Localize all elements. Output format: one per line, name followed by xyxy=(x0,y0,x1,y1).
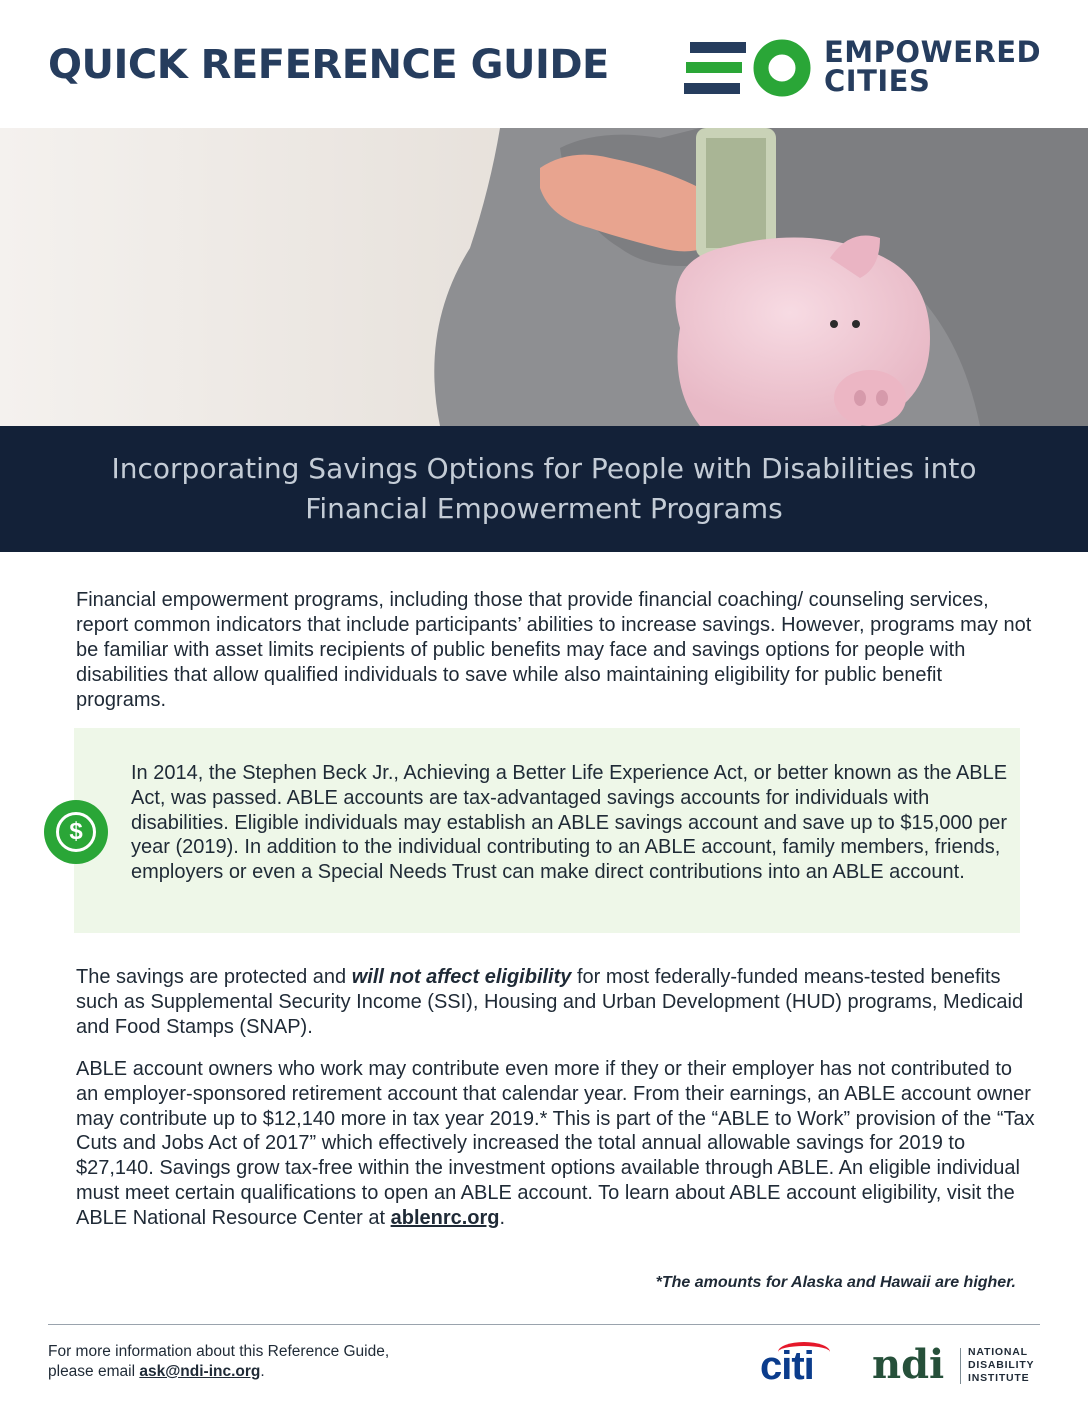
citi-wordmark: citi xyxy=(760,1344,814,1388)
contact-email-link[interactable]: ask@ndi-inc.org xyxy=(139,1363,261,1380)
ndi-name-line2: DISABILITY xyxy=(968,1359,1035,1371)
ndi-logo-separator xyxy=(960,1348,961,1384)
ndi-full-name xyxy=(968,1346,1034,1385)
ndi-name-line1: NATIONAL xyxy=(968,1346,1028,1358)
ndi-logo xyxy=(872,1341,1042,1390)
footnote: *The amounts for Alaska and Hawaii are higher. xyxy=(655,1274,1016,1291)
eligibility-paragraph xyxy=(76,965,1036,1039)
contact-line2-suffix: . xyxy=(260,1363,265,1380)
logo-text-line1: EMPOWERED xyxy=(824,35,1042,69)
title-banner xyxy=(0,426,1088,552)
able-to-work-paragraph xyxy=(76,1057,1036,1231)
logo-text-line2: CITIES xyxy=(824,64,931,98)
page-title: QUICK REFERENCE GUIDE xyxy=(48,42,609,88)
footer-divider xyxy=(48,1324,1040,1325)
able-to-work-text-end: . xyxy=(499,1206,506,1229)
empowered-cities-logo xyxy=(684,36,1044,106)
able-act-callout xyxy=(69,728,1020,933)
contact-line2-prefix: please email xyxy=(48,1363,140,1380)
dollar-coin-icon: $ xyxy=(44,800,108,864)
eligibility-text-end: for most federally-funded means-tested benefits such as Supplemental Security Income (SSI), Housing and Urban Development (HUD) programs, Medicaid and Food Stamps (SNAP). xyxy=(76,966,1024,1038)
ndi-name-line3: INSTITUTE xyxy=(968,1372,1030,1384)
hero-image xyxy=(0,128,1088,426)
banner-title-line1: Incorporating Savings Options for People with Disabilities into xyxy=(111,452,977,485)
citi-logo xyxy=(760,1340,840,1390)
able-to-work-text: ABLE account owners who work may contribute even more if they or their employer has not contributed to an employer-sponsored retirement account that calendar year. From their earnings, an ABLE account owner may contribute up to $12,140 more in tax year 2019.* This is part of the “ABLE to Work” provision of the “Tax Cuts and Jobs Act of 2017” which effectively increased the total annual allowable savings for 2019 to $27,140. Savings grow tax-free within the investment options available through ABLE. An eligible individual must meet certain qualifications to open an ABLE account. To learn about ABLE account eligibility, visit the ABLE National Resource Center at xyxy=(76,1058,1035,1229)
ndi-wordmark: ndi xyxy=(872,1341,945,1388)
banner-title-line2: Financial Empowerment Programs xyxy=(305,492,783,525)
contact-line1: For more information about this Reference Guide, xyxy=(48,1343,390,1360)
eo-logo-mark xyxy=(684,38,814,98)
callout-text: In 2014, the Stephen Beck Jr., Achieving a Better Life Experience Act, or better known as the ABLE Act, was passed. ABLE accounts are tax-advantaged savings accounts for individuals with disabilities. Eligible individuals may establish an ABLE savings account and save up to $15,000 per year (2019). In addition to the individual contributing to an ABLE account, family members, friends, employers or even a Special Needs Trust can make direct contributions into an ABLE account. xyxy=(131,762,1008,884)
intro-paragraph: Financial empowerment programs, including those that provide financial coaching/ counseling services, report common indicators that include participants’ abilities to increase savings. However, programs may not be familiar with asset limits recipients of public benefits may face and savings options for people with disabilities that allow qualified individuals to save while also maintaining eligibility for public benefit programs. xyxy=(76,589,1032,711)
ablenrc-link[interactable]: ablenrc.org xyxy=(390,1206,500,1229)
eligibility-text-start: The savings are protected and xyxy=(76,966,352,988)
footer-contact xyxy=(48,1342,468,1382)
eligibility-emphasis: will not affect eligibility xyxy=(351,966,572,988)
